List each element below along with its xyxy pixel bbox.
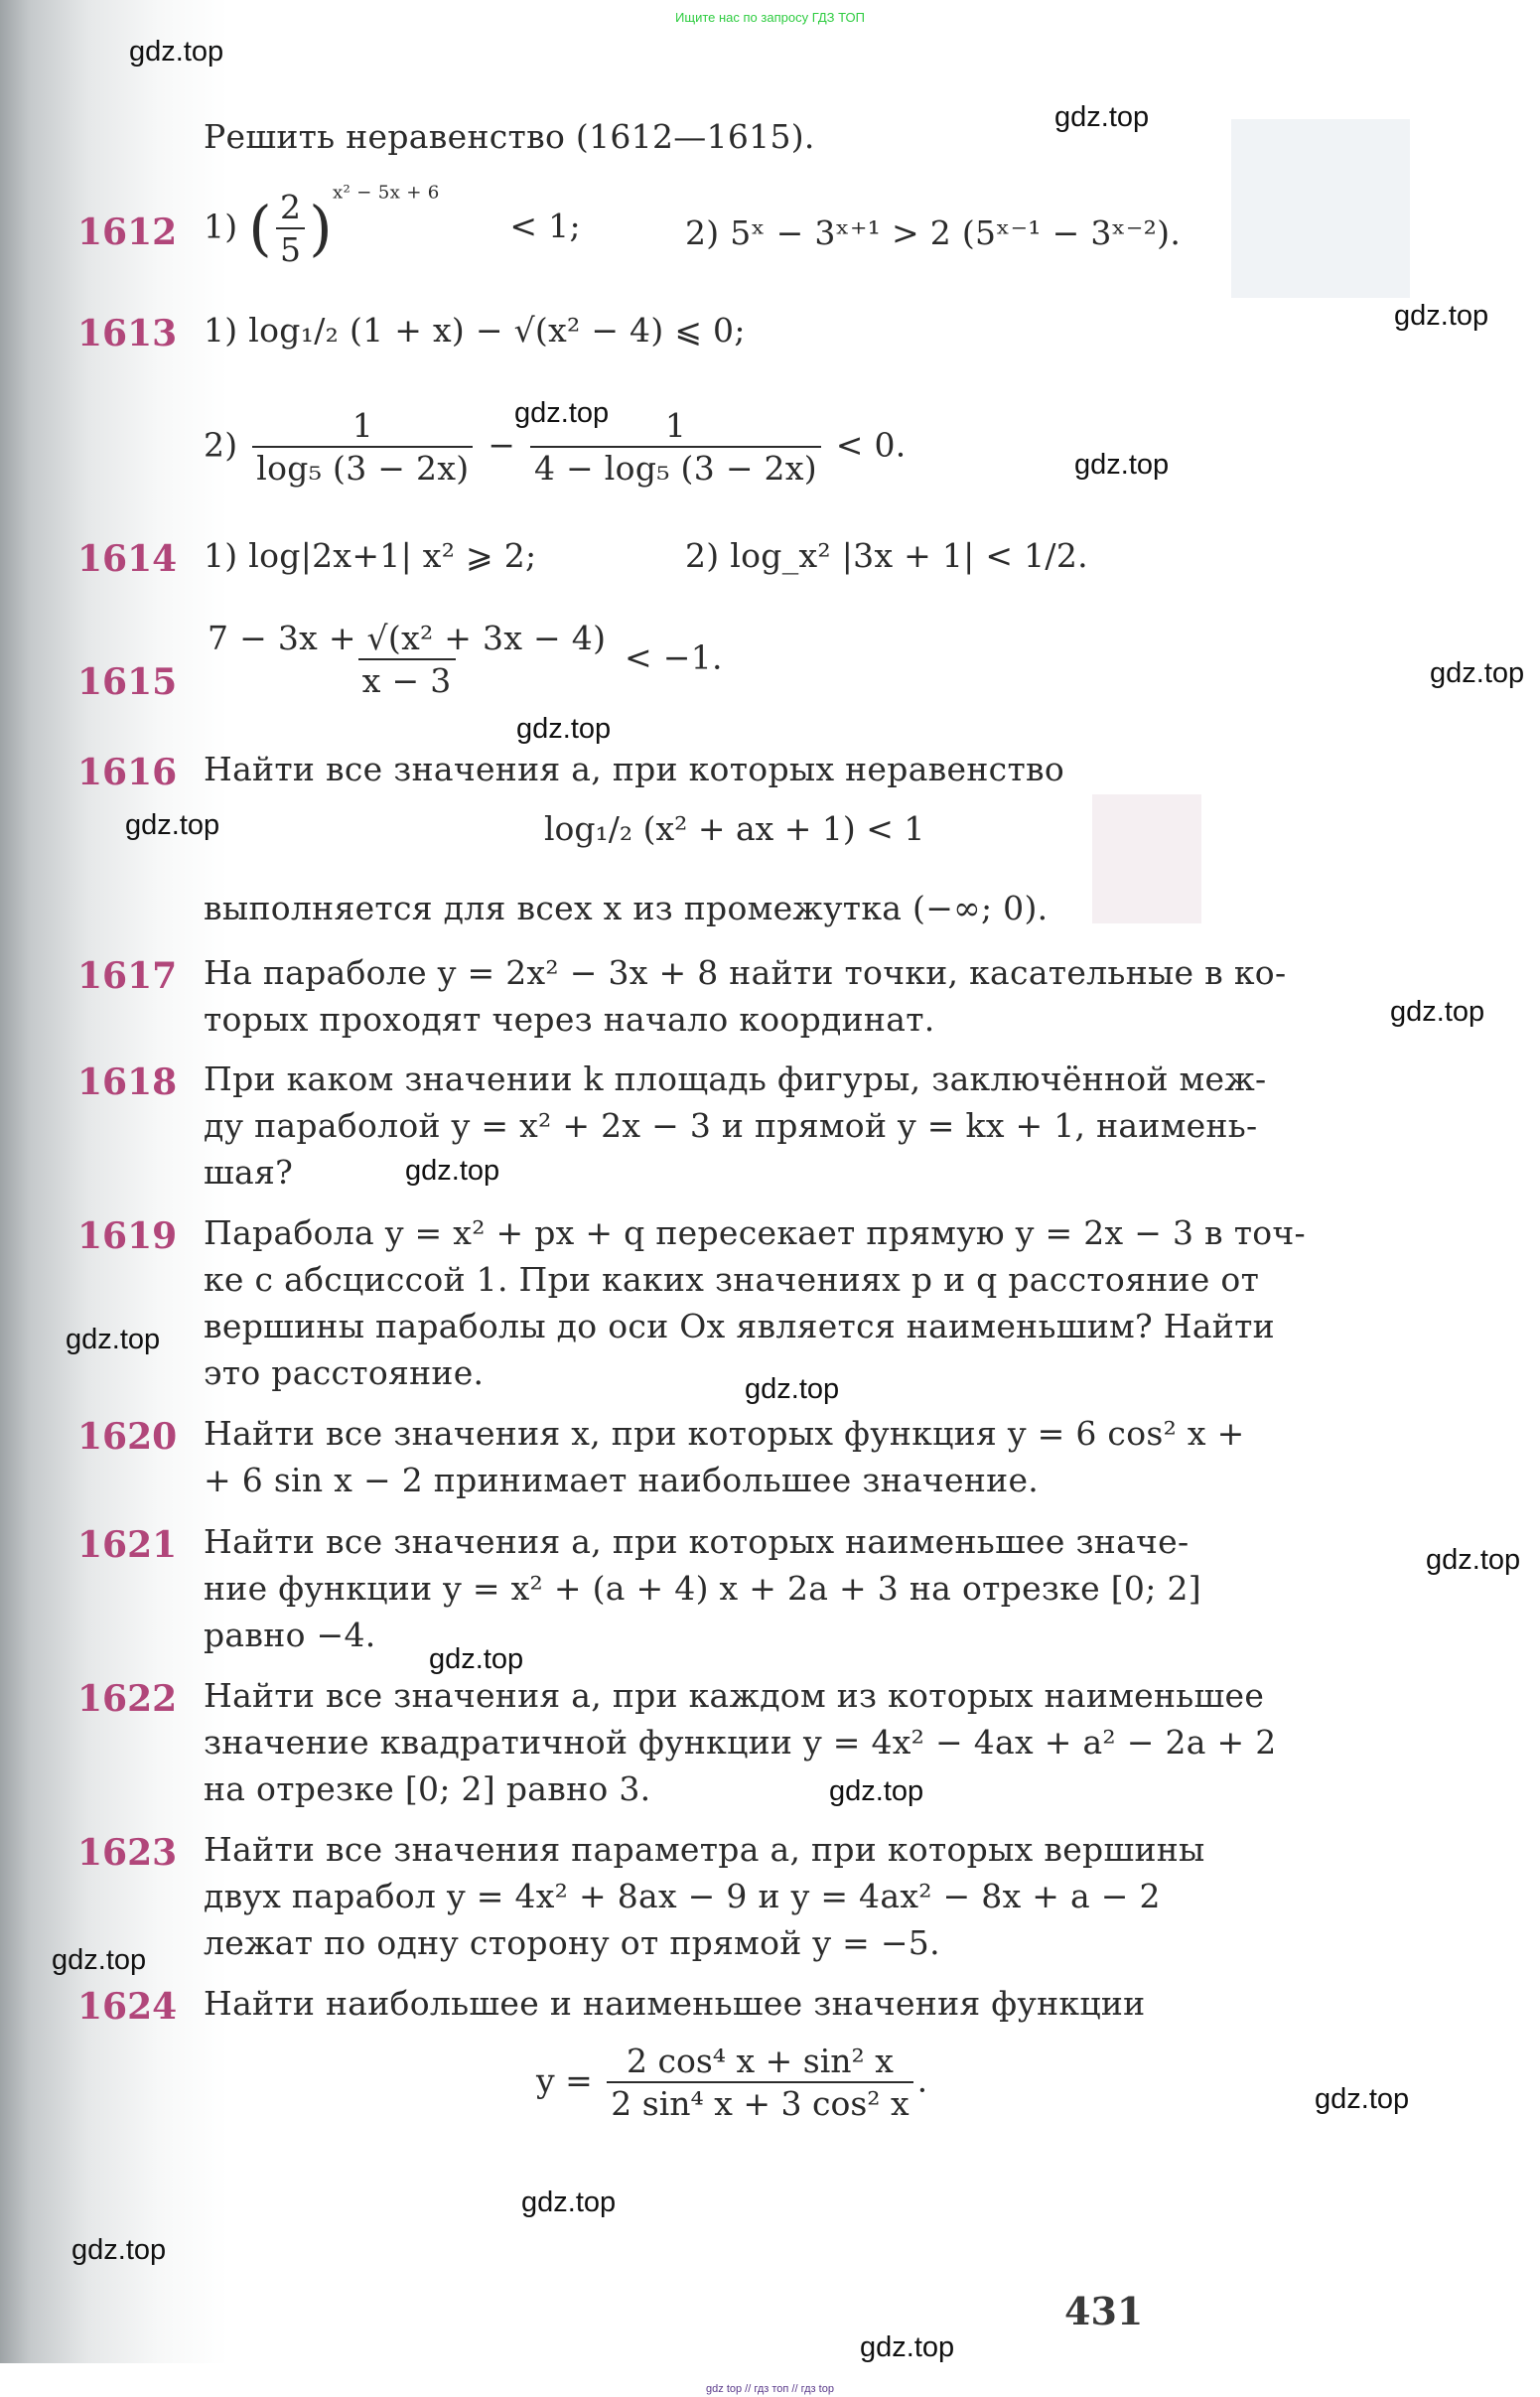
fraction-numerator: 7 − 3x + √(x² + 3x − 4) — [208, 619, 607, 657]
problem-1621-line3: равно −4. — [204, 1616, 376, 1654]
problem-number: 1619 — [77, 1215, 178, 1257]
watermark: gdz.top — [521, 2186, 617, 2218]
watermark: gdz.top — [1054, 101, 1150, 133]
problem-number: 1623 — [77, 1832, 178, 1874]
problem-1616-formula: log₁/₂ (x² + ax + 1) < 1 — [544, 809, 925, 848]
watermark: gdz.top — [52, 1944, 147, 1976]
top-banner[interactable]: Ищите нас по запросу ГДЗ ТОП — [675, 10, 865, 25]
problem-1617-line2: торых проходят через начало координат. — [204, 1000, 935, 1039]
problem-1616-line2: выполняется для всех x из промежутка (−∞; 0). — [204, 889, 1049, 927]
problem-1622-line3: на отрезке [0; 2] равно 3. — [204, 1769, 651, 1808]
problem-1622-line2: значение квадратичной функции y = 4x² − 4ax + a² − 2a + 2 — [204, 1723, 1277, 1762]
problem-1622-line1: Найти все значения a, при каждом из которых наименьшее — [204, 1676, 1265, 1715]
fraction-denominator: log₅ (3 − 2x) — [252, 446, 473, 489]
problem-1621-line1: Найти все значения a, при которых наименьшее значе- — [204, 1522, 1190, 1561]
section-heading: Решить неравенство (1612—1615). — [204, 117, 815, 156]
formula-end: . — [916, 2060, 928, 2100]
problem-number: 1617 — [77, 955, 178, 997]
fraction-denominator: 5 — [276, 227, 305, 270]
fraction-numerator: 1 — [664, 406, 687, 445]
problem-1618-line3: шая? — [204, 1153, 294, 1192]
problem-number: 1616 — [77, 752, 178, 793]
problem-1612-part2: 2) 5ˣ − 3ˣ⁺¹ > 2 (5ˣ⁻¹ − 3ˣ⁻²). — [685, 213, 1182, 252]
bleed-through-shade — [1092, 794, 1201, 923]
problem-1619-line2: ке с абсциссой 1. При каких значениях p и q расстояние от — [204, 1260, 1260, 1299]
fraction-denominator: 4 − log₅ (3 − 2x) — [530, 446, 821, 489]
problem-1623-line2: двух парабол y = 4x² + 8ax − 9 и y = 4ax² − 8x + a − 2 — [204, 1877, 1161, 1915]
problem-1613-part2: 2) $\frac{1}{\text{log₅ (3 − 2x)}}$ − $\frac{1}{\text{4 − log₅ (3 − 2x)}}$ < 0. — [204, 406, 907, 489]
watermark: gdz.top — [1430, 657, 1525, 689]
fraction-denominator: 2 sin⁴ x + 3 cos² x — [607, 2081, 912, 2124]
problem-1616-line1: Найти все значения a, при которых неравенство — [204, 750, 1065, 788]
watermark: gdz.top — [1315, 2083, 1410, 2115]
watermark: gdz.top — [429, 1643, 524, 1675]
problem-1619-line3: вершины параболы до оси Ox является наименьшим? Найти — [204, 1307, 1275, 1345]
problem-1615-inequality — [204, 618, 723, 702]
problem-1623-line1: Найти все значения параметра a, при которых вершины — [204, 1830, 1205, 1869]
watermark: gdz.top — [514, 397, 610, 429]
watermark: gdz.top — [66, 1324, 161, 1355]
problem-number: 1613 — [77, 313, 178, 354]
problem-1614-part1: 1) log|2x+1| x² ⩾ 2; — [204, 536, 537, 575]
problem-1623-line3: лежат по одну сторону от прямой y = −5. — [204, 1923, 940, 1962]
problem-1624-formula — [536, 2041, 927, 2125]
part-label: 2) — [204, 425, 238, 465]
fraction-numerator: 1 — [351, 406, 373, 445]
fraction-numerator: 2 cos⁴ x + sin² x — [627, 2042, 894, 2080]
problem-1613-part1: 1) log₁/₂ (1 + x) − √(x² − 4) ⩽ 0; — [204, 311, 746, 350]
watermark: gdz.top — [125, 809, 220, 841]
problem-number: 1612 — [77, 212, 178, 253]
watermark: gdz.top — [860, 2331, 955, 2363]
problem-number: 1624 — [77, 1986, 178, 2028]
watermark: gdz.top — [829, 1775, 924, 1807]
problem-number: 1620 — [77, 1416, 178, 1458]
problem-1619-line4: это расстояние. — [204, 1353, 485, 1392]
problem-number: 1621 — [77, 1524, 178, 1566]
watermark: gdz.top — [516, 713, 612, 745]
watermark: gdz.top — [1426, 1544, 1521, 1576]
bottom-banner[interactable]: gdz top // гдз топ // гдз top — [706, 2383, 834, 2395]
problem-1618-line1: При каком значении k площадь фигуры, заключённой меж- — [204, 1059, 1267, 1098]
watermark: gdz.top — [405, 1155, 500, 1187]
problem-1619-line1: Парабола y = x² + px + q пересекает прямую y = 2x − 3 в точ- — [204, 1213, 1306, 1252]
part-label: 1) — [204, 207, 238, 246]
fraction-numerator: 2 — [280, 188, 302, 226]
watermark: gdz.top — [129, 36, 224, 68]
watermark: gdz.top — [1074, 449, 1170, 481]
exponent: x² − 5x + 6 — [333, 182, 440, 204]
watermark: gdz.top — [1390, 996, 1485, 1028]
problem-number: 1615 — [77, 661, 178, 703]
rhs: < 0. — [835, 425, 907, 465]
bleed-through-shade — [1231, 119, 1410, 298]
problem-1617-line1: На параболе y = 2x² − 3x + 8 найти точки, касательные в ко- — [204, 953, 1287, 992]
rhs: < −1. — [625, 637, 723, 677]
problem-1620-line2: + 6 sin x − 2 принимает наибольшее значение. — [204, 1461, 1040, 1499]
watermark: gdz.top — [1394, 300, 1489, 332]
problem-number: 1618 — [77, 1061, 178, 1103]
problem-number: 1622 — [77, 1678, 178, 1720]
rhs: < 1; — [509, 207, 581, 246]
formula-lhs: y = — [536, 2060, 593, 2100]
watermark: gdz.top — [745, 1373, 840, 1405]
problem-1621-line2: ние функции y = x² + (a + 4) x + 2a + 3 на отрезке [0; 2] — [204, 1569, 1201, 1608]
watermark: gdz.top — [71, 2234, 167, 2266]
problem-1620-line1: Найти все значения x, при которых функция y = 6 cos² x + — [204, 1414, 1245, 1453]
problem-1614-part2: 2) log_x² |3x + 1| < 1/2. — [685, 536, 1088, 575]
problem-1618-line2: ду параболой y = x² + 2x − 3 и прямой y = kx + 1, наимень- — [204, 1106, 1258, 1145]
fraction-denominator: x − 3 — [358, 658, 456, 701]
problem-1612-part1: 1) ( $\frac{2}{5}$ )$^{x^2 - 5x + 6}$ < 1; — [204, 182, 581, 270]
page-number: 431 — [1064, 2289, 1144, 2333]
problem-number: 1614 — [77, 538, 178, 580]
problem-1624-line1: Найти наибольшее и наименьшее значения функции — [204, 1984, 1146, 2023]
